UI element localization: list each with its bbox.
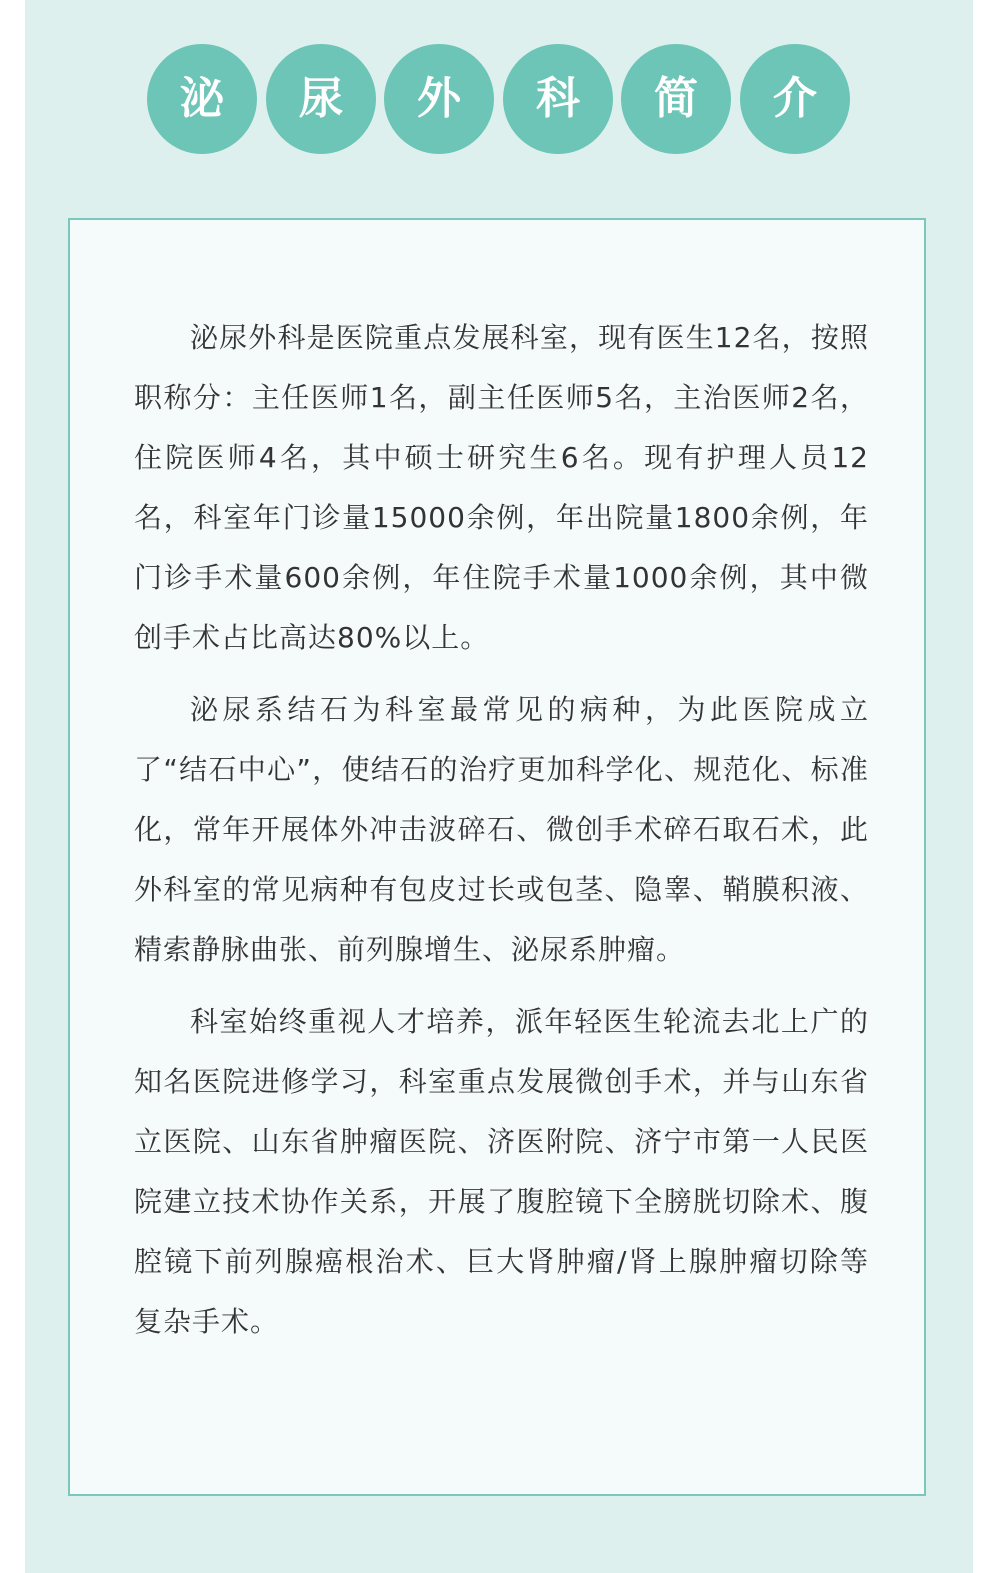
title-char-4: 科 [503, 44, 613, 154]
body-text [134, 308, 869, 1364]
title-char-5: 简 [621, 44, 731, 154]
paragraph-stone-center: 泌尿系结石为科室最常见的病种，为此医院成立了“结石中心”，使结石的治疗更加科学化、规范化、标准化，常年开展体外冲击波碎石、微创手术碎石取石术，此外科室的常见病种有包皮过长或包茎、隐睾、鞘膜积液、精索静脉曲张、前列腺增生、泌尿系肿瘤。 [134, 693, 869, 966]
title-char-2: 尿 [266, 44, 376, 154]
content-box [68, 218, 926, 1496]
paragraph-training: 科室始终重视人才培养，派年轻医生轮流去北上广的知名医院进修学习，科室重点发展微创手术，并与山东省立医院、山东省肿瘤医院、济医附院、济宁市第一人民医院建立技术协作关系，开展了腹腔镜下全膀胱切除术、腹腔镜下前列腺癌根治术、巨大肾肿瘤/肾上腺肿瘤切除等复杂手术。 [134, 1005, 869, 1338]
title-char-1: 泌 [147, 44, 257, 154]
title-char-3: 外 [384, 44, 494, 154]
page-title [0, 44, 1000, 154]
title-char-6: 介 [740, 44, 850, 154]
paragraph-staff: 泌尿外科是医院重点发展科室，现有医生12名，按照职称分：主任医师1名，副主任医师5名，主治医师2名，住院医师4名，其中硕士研究生6名。现有护理人员12名，科室年门诊量15000余例，年出院量1800余例，年门诊手术量600余例，年住院手术量1000余例，其中微创手术占比高达80%以上。 [134, 321, 869, 654]
